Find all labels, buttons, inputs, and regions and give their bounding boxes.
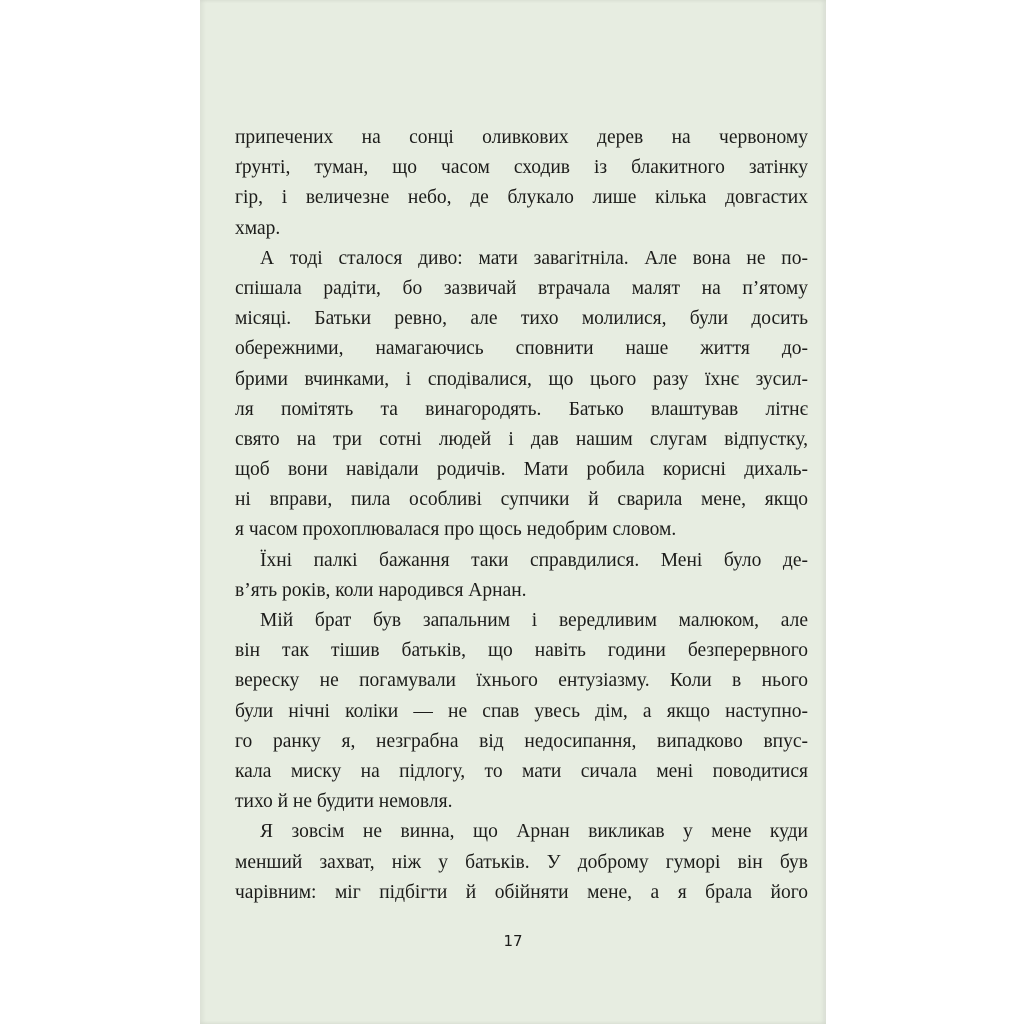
text-line: хмар. — [235, 217, 281, 239]
text-line: припечених на сонці оливкових дерев на червоному — [235, 127, 808, 148]
text-line: спішала радіти, бо зазвичай втрачала малят на п’ятому — [235, 277, 808, 299]
book-page — [200, 0, 826, 1024]
text-line: ні вправи, пила особливі супчики й сварила мене, якщо — [235, 489, 808, 511]
text-line: кала миску на підлогу, то мати сичала мені поводитися — [235, 760, 808, 782]
text-line: чарівним: міг підбігти й обійняти мене, а я брала його — [235, 881, 808, 903]
text-line: гір, і величезне небо, де блукало лише кілька довгастих — [235, 187, 808, 209]
text-line: го ранку я, незграбна від недосипання, випадково впус- — [235, 730, 808, 752]
page-number: 17 — [503, 932, 523, 950]
text-line: місяці. Батьки ревно, але тихо молилися, були досить — [235, 308, 808, 330]
text-line: А тоді сталося диво: мати завагітніла. Але вона не по- — [260, 247, 808, 269]
text-line: Їхні палкі бажання таки справдилися. Мені було де- — [260, 549, 808, 571]
text-line: я часом прохоплювалася про щось недобрим словом. — [235, 519, 677, 541]
text-line: вереску не погамували їхнього ентузіазму. Коли в нього — [235, 670, 808, 692]
text-line: ля помітять та винагородять. Батько влаштував літнє — [235, 398, 808, 420]
body-text — [235, 123, 808, 908]
text-line: в’ять років, коли народився Арнан. — [235, 579, 527, 601]
text-line: були нічні коліки — не спав увесь дім, а якщо наступно- — [235, 700, 808, 722]
text-line: щоб вони навідали родичів. Мати робила корисні дихаль- — [235, 459, 808, 481]
text-line: брими вчинками, і сподівалися, що цього разу їхнє зусил- — [235, 368, 808, 390]
text-line: обережними, намагаючись сповнити наше життя до- — [235, 338, 808, 360]
text-line: ґрунті, туман, що часом сходив із блакитного затінку — [235, 157, 808, 179]
text-line: менший захват, ніж у батьків. У доброму гуморі він був — [235, 851, 808, 873]
text-line: тихо й не будити немовля. — [235, 791, 453, 813]
text-line: Я зовсім не винна, що Арнан викликав у мене куди — [260, 821, 808, 843]
text-line: свято на три сотні людей і дав нашим слугам відпустку, — [235, 428, 808, 450]
text-line: Мій брат був запальним і вередливим малюком, але — [260, 610, 808, 631]
text-line: він так тішив батьків, що навіть години безперервного — [235, 640, 808, 662]
